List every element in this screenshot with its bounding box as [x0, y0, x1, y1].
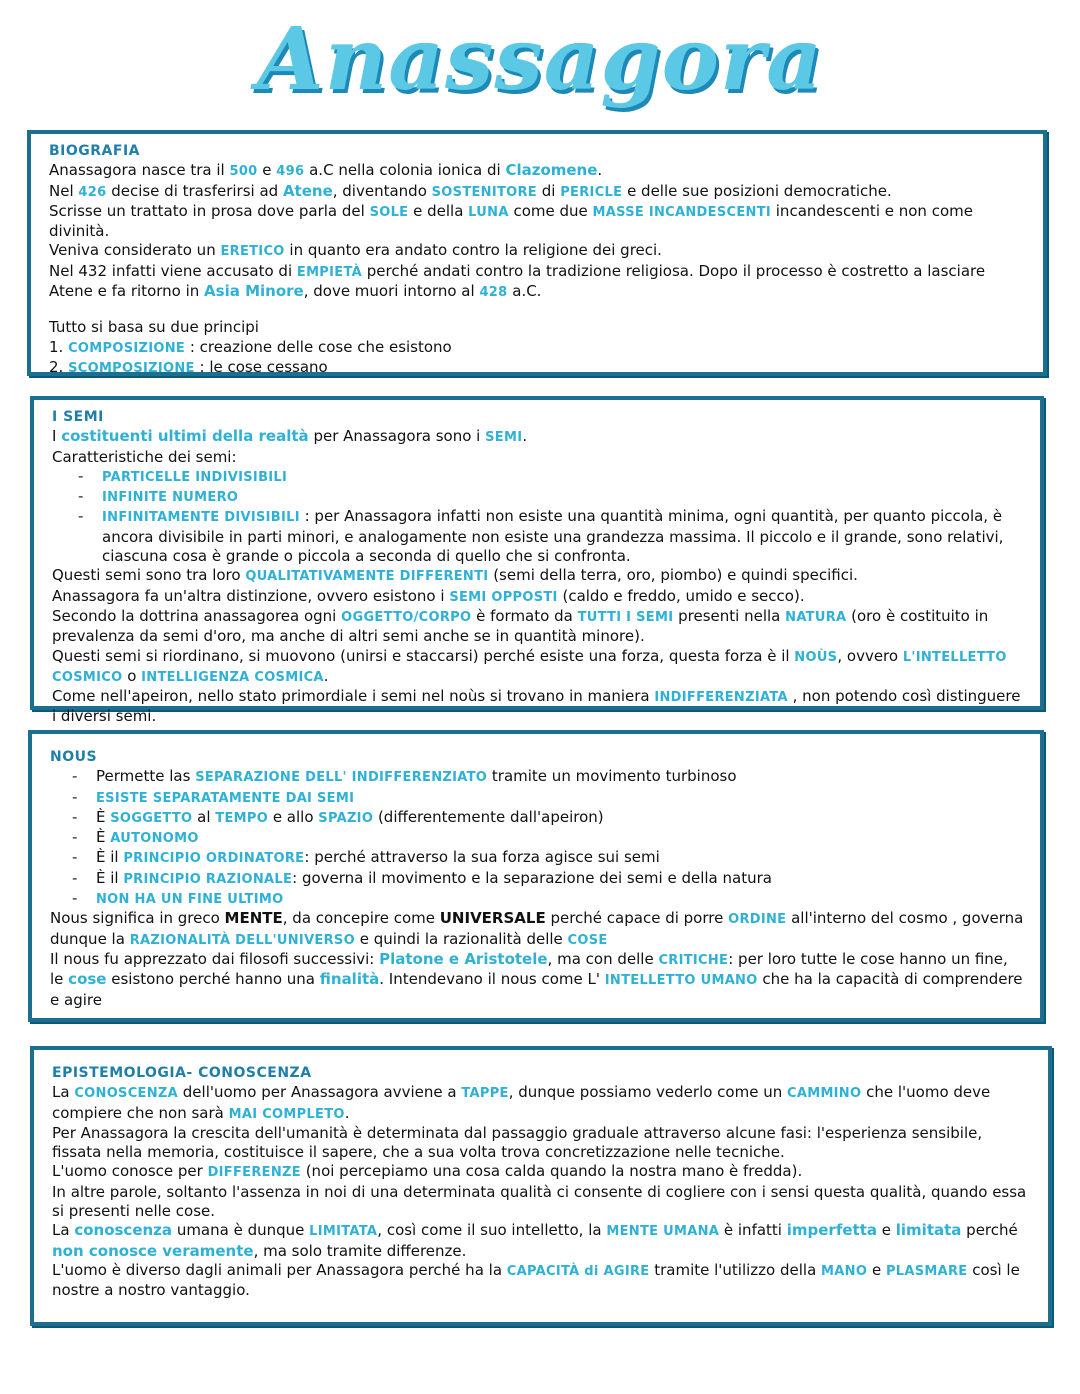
- epi-line-4: In altre parole, soltanto l'assenza in noi di una determinata qualità ci consente di cogliere con i sensi questa qualità, quando essa si presenti nelle cose.: [52, 1182, 1027, 1221]
- epi-line-5: La conoscenza umana è dunque LIMITATA, così come il suo intelletto, la MENTE UMANA è infatti imperfetta e limitata perché non conosce veramente, ma solo tramite differenze.: [52, 1221, 1018, 1260]
- seeds-line-5: Secondo la dottrina anassagorea ogni OGGETTO/CORPO è formato da TUTTI I SEMI presenti nella NATURA (oro è costituito in prevalenza da semi d'oro, ma anche di altri semi anche se in quantità minore).: [52, 606, 989, 646]
- list-item: - È il PRINCIPIO ORDINATORE: perché attraverso la sua forza agisce sui semi: [96, 848, 1024, 868]
- seeds-line-3: Questi semi sono tra loro QUALITATIVAMENTE DIFFERENTI (semi della terra, oro, piombo) e quindi specifici.: [52, 566, 858, 585]
- nous-line-2: Il nous fu apprezzato dai filosofi successivi: Platone e Aristotele, ma con delle CRITICHE: per loro tutte le cose hanno un fine, le cose esistono perché hanno una finalità. Intendevano il nous come L' INTELLETTO UMANO che ha la capacità di comprendere e agire: [50, 949, 1023, 1009]
- list-item: - PARTICELLE INDIVISIBILI: [102, 467, 1024, 487]
- seeds-line-4: Anassagora fa un'altra distinzione, ovvero esistono i SEMI OPPOSTI (caldo e freddo, umido e secco).: [52, 586, 805, 605]
- seeds-line-6: Questi semi si riordinano, si muovono (unirsi e staccarsi) perché esiste una forza, questa forza è il NOÙS, ovvero L'INTELLETTO COSMICO o INTELLIGENZA COSMICA.: [52, 646, 1007, 685]
- seeds-heading: I SEMI: [52, 409, 104, 425]
- list-item: - È AUTONOMO: [96, 828, 1024, 848]
- seeds-line-7: Come nell'apeiron, nello stato primordiale i semi nel noùs si trovano in maniera INDIFFERENZIATA , non potendo così distinguere i diversi semi.: [52, 687, 1021, 726]
- bio-line-5: Nel 432 infatti viene accusato di EMPIETÀ perché andati contro la tradizione religiosa. Dopo il processo è costretto a lasciare Atene e fa ritorno in Asia Minore, dove muori intorno al 428 a.C.: [49, 261, 986, 301]
- biography-heading: BIOGRAFIA: [49, 143, 140, 159]
- principle-2: 2. SCOMPOSIZIONE : le cose cessano: [49, 357, 328, 376]
- list-item: - Permette las SEPARAZIONE DELL' INDIFFERENZIATO tramite un movimento turbinoso: [96, 767, 1024, 787]
- list-item: - È SOGGETTO al TEMPO e allo SPAZIO (differentemente dall'apeiron): [96, 808, 1024, 828]
- principle-1: 1. COMPOSIZIONE : creazione delle cose che esistono: [49, 337, 452, 356]
- seeds-characteristics-list: [52, 467, 1024, 566]
- epi-line-1: La CONOSCENZA dell'uomo per Anassagora avviene a TAPPE, dunque possiamo vederlo come un CAMMINO che l'uomo deve compiere che non sarà MAI COMPLETO.: [52, 1083, 991, 1122]
- list-item: - INFINITE NUMERO: [102, 487, 1024, 507]
- nous-properties-list: [50, 767, 1024, 909]
- bio-line-1: Anassagora nasce tra il 500 e 496 a.C nella colonia ionica di Clazomene.: [49, 161, 603, 180]
- list-item: - NON HA UN FINE ULTIMO: [96, 889, 1024, 909]
- page-title: Anassagora: [256, 9, 824, 110]
- epistemology-heading: EPISTEMOLOGIA- CONOSCENZA: [52, 1065, 312, 1081]
- bio-line-2: Nel 426 decise di trasferirsi ad Atene, diventando SOSTENITORE di PERICLE e delle sue posizioni democratiche.: [49, 181, 892, 200]
- seeds-section: [30, 396, 1044, 726]
- bio-line-4: Veniva considerato un ERETICO in quanto era andato contro la religione dei greci.: [49, 241, 662, 260]
- epistemology-section: [30, 1046, 1052, 1326]
- list-item: - È il PRINCIPIO RAZIONALE: governa il movimento e la separazione dei semi e della natura: [96, 869, 1024, 889]
- seeds-line-1: I costituenti ultimi della realtà per Anassagora sono i SEMI.: [52, 427, 528, 446]
- nous-line-1: Nous significa in greco MENTE, da concepire come UNIVERSALE perché capace di porre ORDINE all'interno del cosmo , governa dunque la RAZIONALITÀ DELL'UNIVERSO e quindi la razionalità delle COSE: [50, 909, 1024, 948]
- principles-intro: Tutto si basa su due principi: [49, 318, 259, 337]
- list-item: - INFINITAMENTE DIVISIBILI : per Anassagora infatti non esiste una quantità minima, ogni quantità, per quanto piccola, è ancora divisibile in parti minori, e analogamente non esiste una grandezza massima. Il piccolo e il grande, sono relativi, ciascuna cosa è grande o piccola a seconda di quello che si confronta.: [102, 507, 1024, 566]
- nous-heading: NOUS: [50, 749, 98, 765]
- nous-section: [28, 730, 1044, 1022]
- bio-line-3: Scrisse un trattato in prosa dove parla del SOLE e della LUNA come due MASSE INCANDESCENTI incandescenti e non come divinità.: [49, 201, 973, 241]
- epi-line-6: L'uomo è diverso dagli animali per Anassagora perché ha la CAPACITÀ di AGIRE tramite l'utilizzo della MANO e PLASMARE così le nostre a nostro vantaggio.: [52, 1260, 1020, 1300]
- epi-line-3: L'uomo conosce per DIFFERENZE (noi percepiamo una cosa calda quando la nostra mano è fredda).: [52, 1162, 803, 1181]
- biography-section: [27, 130, 1047, 376]
- seeds-line-2: Caratteristiche dei semi:: [52, 447, 237, 466]
- list-item: - ESISTE SEPARATAMENTE DAI SEMI: [96, 788, 1024, 808]
- epi-line-2: Per Anassagora la crescita dell'umanità è determinata dal passaggio graduale attraverso alcune fasi: l'esperienza sensibile, fissata nella memoria, costituisce il sapere, che a sua volta trova concretizzazione nelle tecniche.: [52, 1123, 983, 1162]
